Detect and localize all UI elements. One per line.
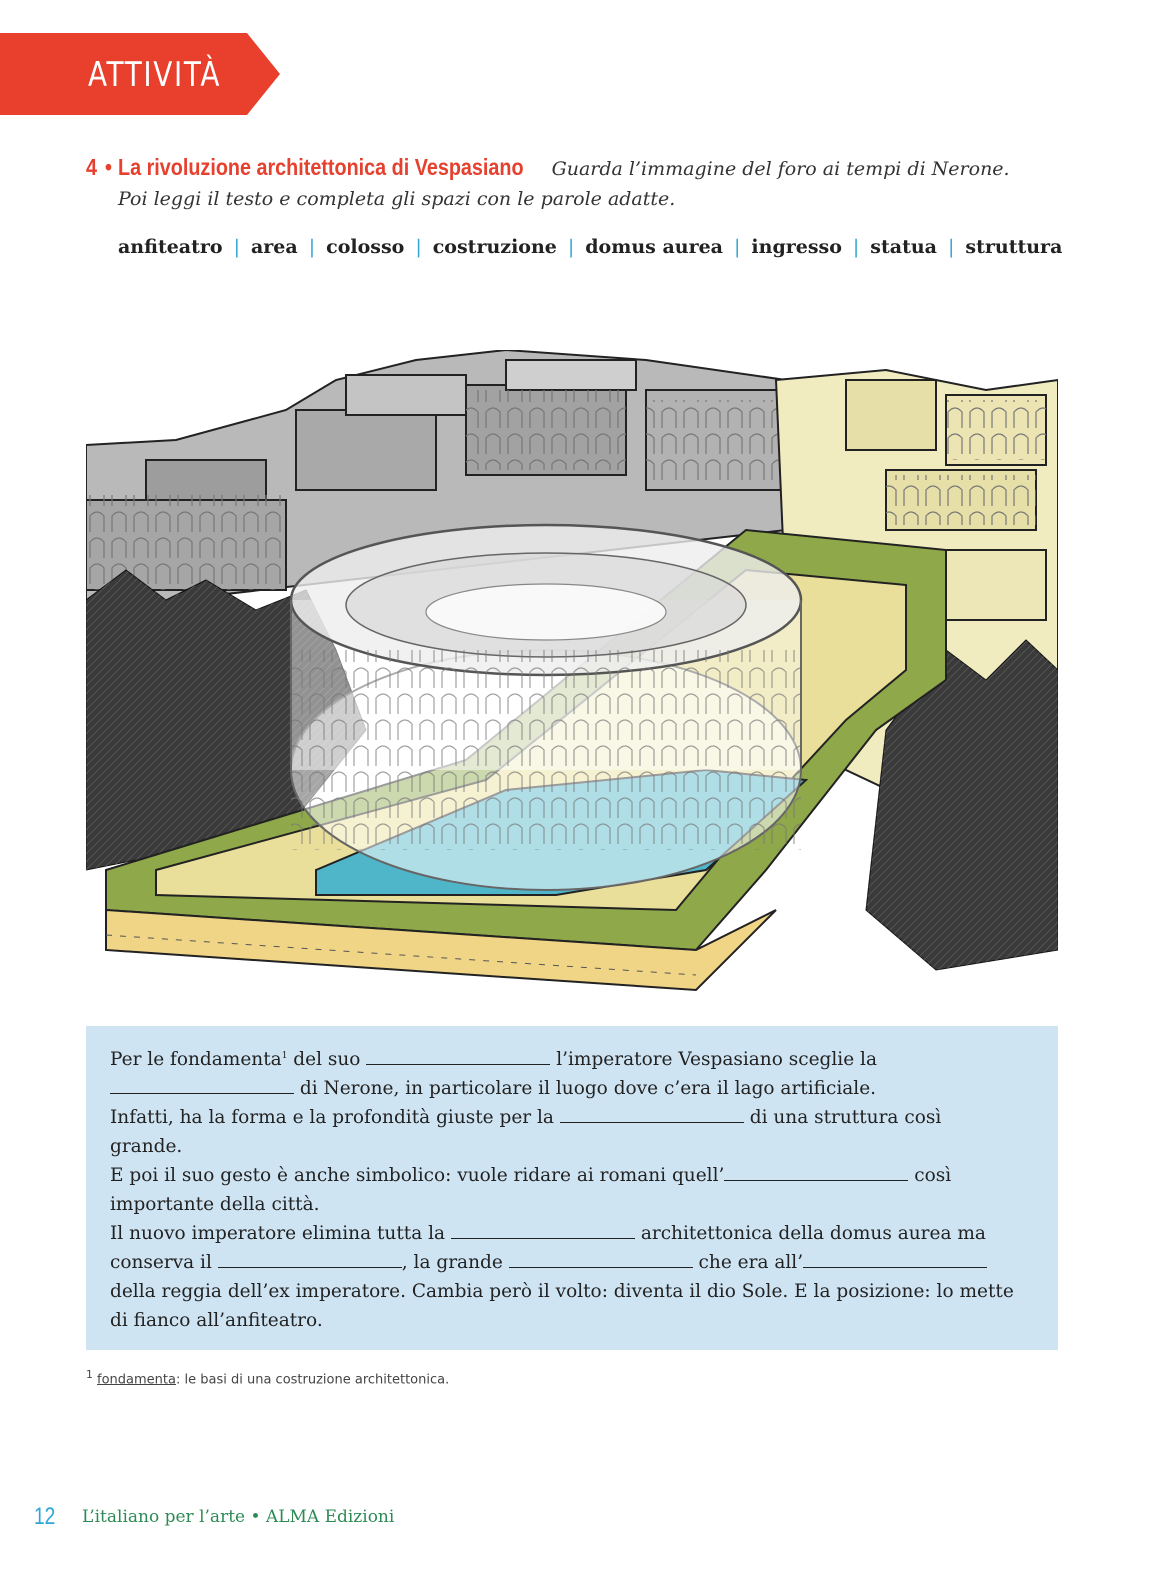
text-segment: del suo: [287, 1049, 367, 1071]
colosseum-over-domus-aurea-illustration: [86, 350, 1058, 1000]
word-bank-item: colosso: [326, 236, 405, 258]
text-segment: Infatti, ha la forma e la profondità giuste per la: [110, 1107, 560, 1129]
text-segment: , la grande: [401, 1252, 509, 1274]
word-bank-separator: |: [852, 236, 860, 258]
word-bank-item: struttura: [965, 236, 1063, 258]
exercise-title: La rivoluzione architettonica di Vespasiano: [117, 154, 524, 180]
word-bank-item: statua: [870, 236, 937, 258]
word-bank-item: anfiteatro: [118, 236, 223, 258]
footnote: [86, 1368, 986, 1387]
section-tab: [0, 33, 280, 115]
text-segment: di Nerone, in particolare il luogo dove c’era il lago artificiale.: [294, 1078, 877, 1100]
book-title: L’italiano per l’arte • ALMA Edizioni: [82, 1507, 395, 1527]
exercise-number: 4: [86, 154, 98, 180]
text-segment: che era all’: [692, 1252, 804, 1274]
word-bank-item: area: [250, 236, 298, 258]
word-bank-separator: |: [308, 236, 316, 258]
blank-field[interactable]: [451, 1220, 635, 1239]
section-tab-label: ATTIVITÀ: [88, 55, 222, 95]
exercise-instruction-line2: Poi leggi il testo e completa gli spazi con le parole adatte.: [118, 188, 676, 210]
blank-field[interactable]: [724, 1162, 908, 1181]
page-number: 12: [34, 1503, 56, 1530]
word-bank-separator: |: [567, 236, 575, 258]
blank-field[interactable]: [509, 1249, 693, 1268]
text-segment: di fianco all’anfiteatro.: [110, 1310, 323, 1332]
footnote-definition: : le basi di una costruzione architettonica.: [175, 1372, 450, 1388]
word-bank-separator: |: [734, 236, 741, 258]
word-bank: [118, 232, 1118, 262]
text-segment: così: [908, 1165, 952, 1187]
word-bank-item: ingresso: [751, 236, 842, 258]
word-bank-separator: |: [415, 236, 422, 258]
colosseum-illustration: [86, 350, 1058, 1000]
word-bank-item: domus aurea: [585, 236, 723, 258]
text-segment: l’imperatore Vespasiano sceglie la: [550, 1049, 877, 1071]
footnote-marker: 1: [281, 1051, 288, 1061]
blank-field[interactable]: [803, 1249, 987, 1268]
exercise-instruction-line1: Guarda l’immagine del foro ai tempi di Nerone.: [551, 158, 1010, 180]
text-segment: importante della città.: [110, 1194, 320, 1216]
text-segment: Il nuovo imperatore elimina tutta la: [110, 1223, 451, 1245]
word-bank-item: costruzione: [432, 236, 557, 258]
text-segment: architettonica della domus aurea ma: [634, 1223, 986, 1245]
blank-field[interactable]: [110, 1075, 294, 1094]
text-segment: E poi il suo gesto è anche simbolico: vuole ridare ai romani quell’: [110, 1165, 725, 1187]
blank-field[interactable]: [366, 1046, 550, 1065]
text-segment: Per le fondamenta: [110, 1049, 282, 1071]
blank-field[interactable]: [560, 1104, 744, 1123]
footnote-term: fondamenta: [97, 1372, 176, 1388]
exercise-bullet: •: [105, 154, 113, 180]
exercise-paragraph: [110, 1042, 1034, 1335]
exercise-heading: [86, 152, 1086, 184]
text-segment: conserva il: [110, 1252, 218, 1274]
page-footer: [34, 1500, 734, 1534]
footnote-number: 1: [86, 1368, 93, 1381]
exercise-text-box: [86, 1026, 1058, 1350]
text-segment: di una struttura così: [743, 1107, 942, 1129]
text-segment: della reggia dell’ex imperatore. Cambia però il volto: diventa il dio Sole. E la posizione: lo mette: [110, 1281, 1014, 1303]
word-bank-separator: |: [947, 236, 955, 258]
blank-field[interactable]: [218, 1249, 402, 1268]
word-bank-separator: |: [233, 236, 240, 258]
text-segment: grande.: [110, 1136, 183, 1158]
